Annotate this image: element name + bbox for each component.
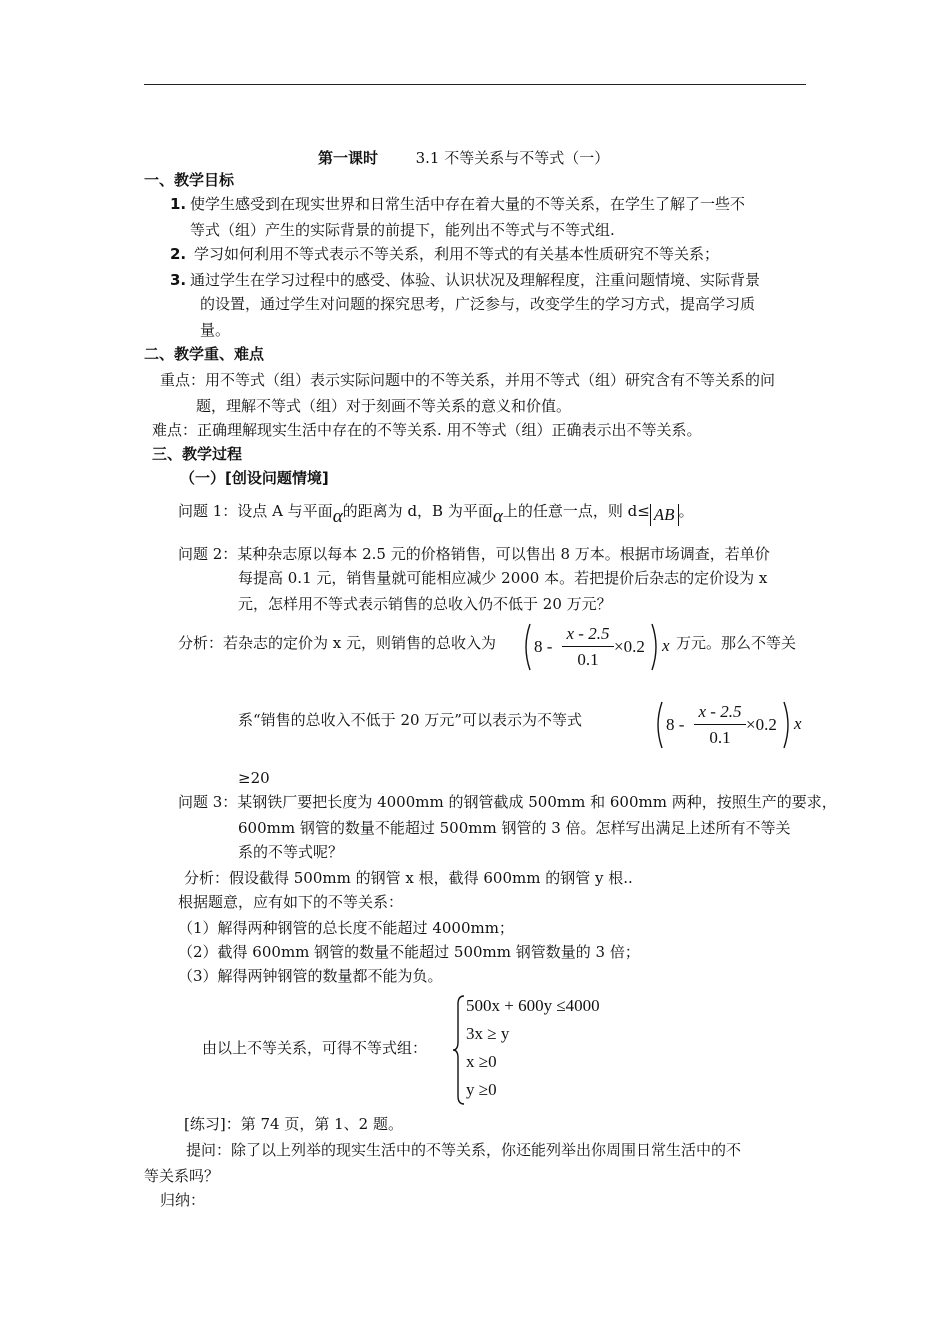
system-label: 由以上不等关系，可得不等式组： [202,1039,428,1057]
formula-eight-2: 8 - [666,715,685,734]
condition-1: （1）解得两种钢管的总长度不能超过 4000mm； [178,919,514,937]
goal-3-line-3: 量。 [200,321,231,339]
question-2-line-2: 每提高 0.1 元，销售量就可能相应减少 2000 本。若把提价后杂志的定价设为 x [238,569,768,587]
goal-2-line-1: 学习如何利用不等式表示不等关系，利用不等式的有关基本性质研究不等关系； [194,245,720,263]
formula-revenue-1 [522,620,660,674]
alpha-symbol: α [332,506,343,527]
formula-denominator: 0.1 [577,650,599,669]
practice-note: [练习]：第 74 页，第 1、2 题。 [184,1115,403,1133]
fraction-bar-2 [694,724,746,725]
question-prompt-line-2: 等关系吗？ [144,1167,220,1185]
analysis-2-line-1-post: 万元。那么不等关 [676,634,797,652]
subsection-problem-situation: （一）[创设问题情境] [180,469,329,487]
goal-2-number: 2. [170,245,187,263]
question-prompt-line-1: 提问：除了以上列举的现实生活中的不等关系，你还能列举出你周围日常生活中的不 [186,1141,742,1159]
page-title [318,148,609,168]
question-3-line-3: 系的不等式呢？ [238,843,344,861]
section-heading-keypoints: 二、教学重、难点 [144,345,265,363]
goal-3-line-1: 通过学生在学习过程中的感受、体验、认识状况及理解程度，注重问题情境、实际背景 [190,271,761,289]
condition-3: （3）解得两钟钢管的数量都不能为负。 [178,967,443,985]
system-inequality-3: x ≥0 [466,1052,497,1071]
condition-2: （2）截得 600mm 钢管的数量不能超过 500mm 钢管数量的 3 倍； [178,943,640,961]
system-inequality-4: y ≥0 [466,1080,497,1099]
analysis-3-line-2: 根据题意，应有如下的不等关系： [178,893,404,911]
goal-1-number: 1. [170,195,187,213]
formula-eight: 8 - [534,637,553,656]
alpha-symbol-2: α [492,506,503,527]
formula-fraction-2 [694,702,746,747]
question-3-line-2: 600mm 钢管的数量不能超过 500mm 钢管的 3 倍。怎样写出满足上述所有不等关 [238,819,791,837]
keypoint-focus-line-2: 题，理解不等式（组）对于刻画不等关系的意义和价值。 [196,397,572,415]
formula-numerator-2: x - 2.5 [698,702,742,721]
keypoint-focus-line-1: 重点：用不等式（组）表示实际问题中的不等关系，并用不等式（组）研究含有不等关系的问 [160,371,776,389]
formula-times-2: ×0.2 [746,715,777,734]
formula-x: x [662,636,670,655]
question-3-line-1: 问题 3：某钢铁厂要把长度为 4000mm 的钢管截成 500mm 和 600mm 两种，按照生产的要求， [178,793,837,811]
analysis-3-line-1: 分析：假设截得 500mm 的钢管 x 根，截得 600mm 的钢管 y 根.. [184,869,633,887]
analysis-2-line-3: ≥20 [238,769,270,787]
lesson-label: 第一课时 [318,149,379,167]
analysis-2-line-2-pre: 系“销售的总收入不低于 20 万元”可以表示为不等式 [238,711,582,729]
fraction-bar [562,646,614,647]
system-inequality-2: 3x ≥ y [466,1024,510,1043]
formula-numerator: x - 2.5 [566,624,610,643]
goal-3-number: 3. [170,271,187,289]
lesson-topic: 3.1 不等关系与不等式（一） [415,149,610,167]
goal-1-line-2: 等式（组）产生的实际背景的前提下，能列出不等式与不等式组. [190,221,615,239]
summary-label: 归纳： [160,1191,206,1209]
system-brace [452,994,466,1106]
keypoint-difficulty: 难点：正确理解现实生活中存在的不等关系. 用不等式（组）正确表示出不等关系。 [152,421,702,439]
formula-fraction [562,624,614,669]
question-2-line-3: 元，怎样用不等式表示销售的总收入仍不低于 20 万元？ [238,595,612,613]
section-heading-goals: 一、教学目标 [144,171,235,189]
section-heading-process: 三、教学过程 [152,445,243,463]
question-1: 问题 1：设点 A 与平面α的距离为 d，B 为平面α上的任意一点，则 d≤ AB 。 [178,502,694,527]
system-inequality-1: 500x + 600y ≤4000 [466,996,600,1015]
header-rule [144,84,806,85]
formula-denominator-2: 0.1 [709,728,731,747]
goal-3-line-2: 的设置，通过学生对问题的探究思考，广泛参与，改变学生的学习方式，提高学习质 [200,295,756,313]
goal-1-line-1: 使学生感受到在现实世界和日常生活中存在着大量的不等关系，在学生了解了一些不 [190,195,746,213]
formula-revenue-2 [654,698,792,752]
formula-x-2: x [794,714,802,733]
question-2-line-1: 问题 2：某种杂志原以每本 2.5 元的价格销售，可以售出 8 万本。根据市场调查，若单价 [178,545,770,563]
abs-ab: AB [650,504,679,526]
formula-times: ×0.2 [614,637,645,656]
analysis-2-line-1-pre: 分析：若杂志的定价为 x 元，则销售的总收入为 [178,634,496,652]
